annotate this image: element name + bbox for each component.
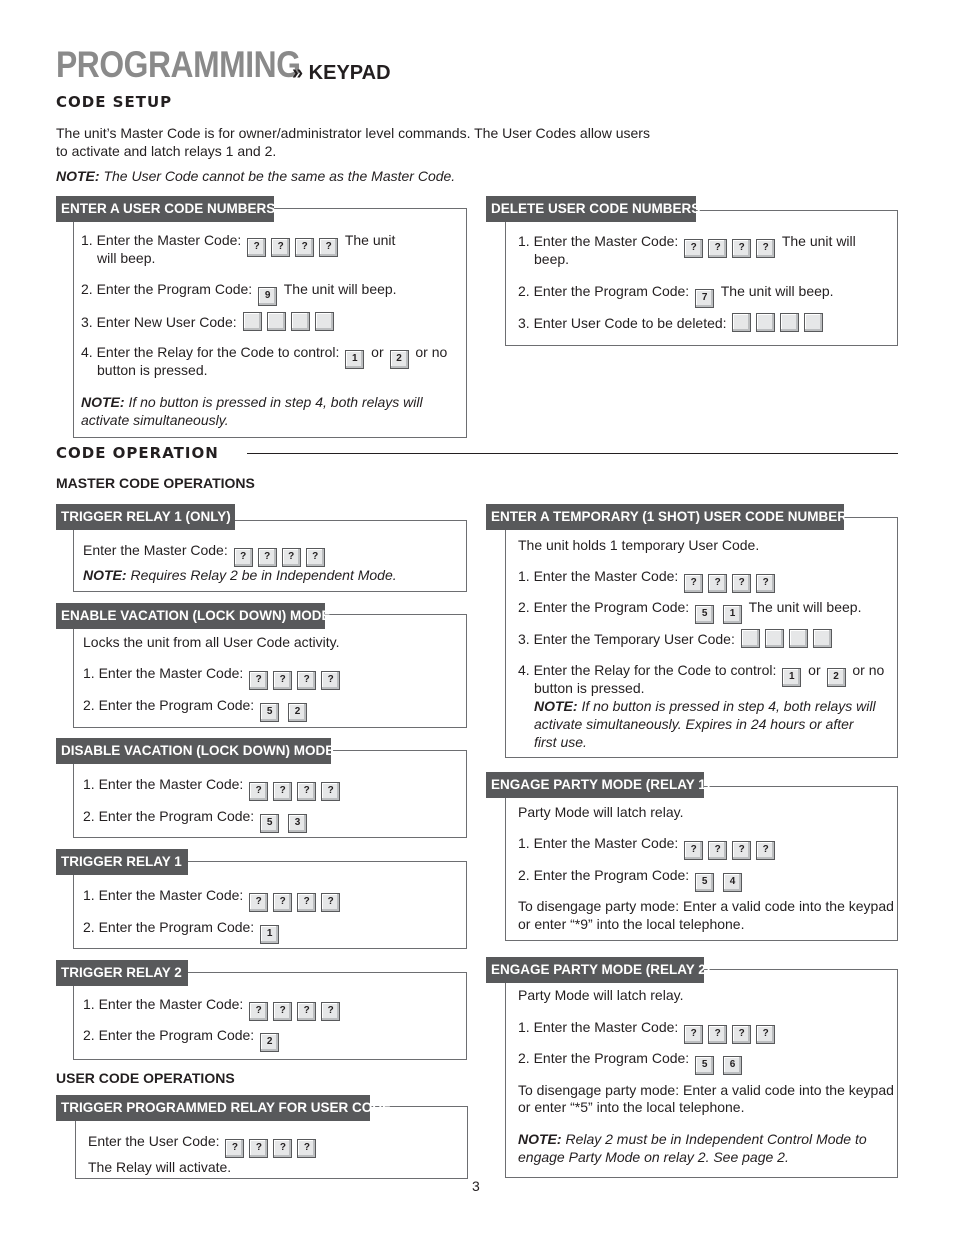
enter-user-code-tab: ENTER A USER CODE NUMBERS (56, 196, 274, 222)
trigger-relay1-tab: TRIGGER RELAY 1 (56, 849, 188, 875)
code-setup-note (56, 167, 455, 185)
trigger-relay1-step-2: 2. Enter the Program Code: 1 (83, 918, 282, 944)
master-ops-heading: MASTER CODE OPERATIONS (56, 475, 255, 491)
delete-user-step-2: 2. Enter the Program Code: 7 The unit will beep. (518, 282, 834, 308)
key-blank (813, 629, 832, 648)
key-question: ? (249, 671, 268, 690)
enable-vacation-step-2: 2. Enter the Program Code: 5 2 (83, 696, 310, 722)
key-blank (765, 629, 784, 648)
key-question: ? (249, 1002, 268, 1021)
key-question: ? (756, 1025, 775, 1044)
key-7: 7 (695, 289, 714, 308)
trigger-user-tab: TRIGGER PROGRAMMED RELAY FOR USER CODE (56, 1095, 370, 1121)
disable-vacation-step-2: 2. Enter the Program Code: 5 3 (83, 807, 310, 833)
enter-user-step-1-cont: will beep. (97, 250, 156, 266)
key-question: ? (297, 1002, 316, 1021)
party-relay2-disengage-1: To disengage party mode: Enter a valid code into the keypad (518, 1082, 894, 1098)
key-2: 2 (390, 350, 409, 369)
key-question: ? (319, 238, 338, 257)
code-setup-intro-1: The unit’s Master Code is for owner/administrator level commands. The User Codes allow users (56, 125, 650, 141)
enter-user-step-4-cont: button is pressed. (97, 362, 208, 378)
key-9: 9 (258, 287, 277, 306)
key-question: ? (249, 893, 268, 912)
key-question: ? (321, 671, 340, 690)
key-question: ? (273, 671, 292, 690)
key-question: ? (258, 548, 277, 567)
enter-user-step-3: 3. Enter New User Code: (81, 312, 337, 331)
enable-vacation-step-1: 1. Enter the Master Code: ? ? ? ? (83, 664, 343, 690)
temp-user-note-1: NOTE: If no button is pressed in step 4, both relays will (534, 698, 876, 714)
key-blank (780, 313, 799, 332)
note-text: The User Code cannot be the same as the Master Code. (99, 168, 456, 184)
trigger-user-step-1: Enter the User Code: ? ? ? ? (88, 1132, 319, 1158)
party-relay1-disengage-2: or enter “*9” into the local telephone. (518, 916, 745, 932)
page-title-sub: » KEYPAD (292, 62, 391, 84)
key-blank (789, 629, 808, 648)
key-question: ? (295, 238, 314, 257)
enable-vacation-tab: ENABLE VACATION (LOCK DOWN) MODE (56, 603, 325, 629)
key-question: ? (249, 782, 268, 801)
key-5: 5 (695, 1056, 714, 1075)
enter-user-step-4: 4. Enter the Relay for the Code to control: 1 or 2 or no (81, 343, 447, 369)
key-blank (741, 629, 760, 648)
party-relay1-disengage-1: To disengage party mode: Enter a valid code into the keypad (518, 898, 894, 914)
key-question: ? (732, 841, 751, 860)
key-question: ? (273, 893, 292, 912)
delete-user-step-1: 1. Enter the Master Code: ? ? ? ? The unit will (518, 232, 856, 258)
key-blank (267, 312, 286, 331)
party-relay2-disengage-2: or enter “*5” into the local telephone. (518, 1099, 745, 1115)
key-5: 5 (695, 873, 714, 892)
key-question: ? (732, 1025, 751, 1044)
key-question: ? (708, 1025, 727, 1044)
trigger-relay1-only-tab: TRIGGER RELAY 1 (ONLY) (56, 504, 235, 530)
disable-vacation-tab: DISABLE VACATION (LOCK DOWN) MODE (56, 738, 331, 764)
party-relay2-tab: ENGAGE PARTY MODE (RELAY 2) (486, 957, 704, 983)
temp-user-step-4: 4. Enter the Relay for the Code to control: 1 or 2 or no (518, 661, 884, 687)
party-relay2-note-1: NOTE: Relay 2 must be in Independent Control Mode to (518, 1131, 867, 1147)
user-ops-heading: USER CODE OPERATIONS (56, 1070, 235, 1086)
key-6: 6 (723, 1056, 742, 1075)
page-title-main: PROGRAMMING (56, 44, 301, 85)
key-question: ? (732, 239, 751, 258)
key-question: ? (756, 239, 775, 258)
key-question: ? (306, 548, 325, 567)
key-2: 2 (827, 668, 846, 687)
trigger-relay1-only-note: NOTE: Requires Relay 2 be in Independent Mode. (83, 567, 397, 583)
trigger-relay1-step-1: 1. Enter the Master Code: ? ? ? ? (83, 886, 343, 912)
key-blank (315, 312, 334, 331)
key-question: ? (273, 1139, 292, 1158)
trigger-relay2-tab: TRIGGER RELAY 2 (56, 960, 188, 986)
temp-user-step-2: 2. Enter the Program Code: 5 1 The unit will beep. (518, 598, 861, 624)
key-question: ? (756, 574, 775, 593)
key-question: ? (297, 671, 316, 690)
delete-user-step-3: 3. Enter User Code to be deleted: (518, 313, 826, 332)
temp-user-step-4-cont: button is pressed. (534, 680, 645, 696)
party-relay1-intro: Party Mode will latch relay. (518, 804, 684, 820)
key-question: ? (247, 238, 266, 257)
code-setup-heading: CODE SETUP (56, 93, 173, 111)
key-question: ? (684, 239, 703, 258)
temp-user-note-2: activate simultaneously. Expires in 24 hours or after (534, 716, 854, 732)
key-2: 2 (260, 1033, 279, 1052)
key-1: 1 (260, 925, 279, 944)
key-question: ? (684, 1025, 703, 1044)
key-1: 1 (782, 668, 801, 687)
page-title (56, 44, 391, 86)
key-question: ? (321, 1002, 340, 1021)
key-question: ? (732, 574, 751, 593)
key-question: ? (708, 239, 727, 258)
key-question: ? (708, 574, 727, 593)
key-5: 5 (695, 605, 714, 624)
key-blank (756, 313, 775, 332)
key-4: 4 (723, 873, 742, 892)
key-question: ? (225, 1139, 244, 1158)
key-question: ? (234, 548, 253, 567)
key-1: 1 (345, 350, 364, 369)
temp-user-note-3: first use. (534, 734, 587, 750)
party-relay1-step-1: 1. Enter the Master Code: ? ? ? ? (518, 834, 778, 860)
temp-user-tab: ENTER A TEMPORARY (1 SHOT) USER CODE NUMBER (486, 504, 844, 530)
key-question: ? (684, 574, 703, 593)
note-label: NOTE: (56, 168, 100, 184)
key-5: 5 (260, 703, 279, 722)
party-relay2-step-2: 2. Enter the Program Code: 5 6 (518, 1049, 745, 1075)
enter-user-step-1: 1. Enter the Master Code: ? ? ? ? The unit (81, 231, 395, 257)
trigger-user-step-2: The Relay will activate. (88, 1159, 232, 1175)
code-operation-heading: CODE OPERATION (56, 444, 219, 462)
party-relay2-step-1: 1. Enter the Master Code: ? ? ? ? (518, 1018, 778, 1044)
key-question: ? (708, 841, 727, 860)
key-blank (804, 313, 823, 332)
key-question: ? (249, 1139, 268, 1158)
enter-user-step-2: 2. Enter the Program Code: 9 The unit will beep. (81, 280, 397, 306)
key-question: ? (297, 782, 316, 801)
key-question: ? (684, 841, 703, 860)
party-relay1-step-2: 2. Enter the Program Code: 5 4 (518, 866, 745, 892)
temp-user-step-3: 3. Enter the Temporary User Code: (518, 629, 835, 648)
key-question: ? (282, 548, 301, 567)
enter-user-note-2: activate simultaneously. (81, 412, 229, 428)
key-1: 1 (723, 605, 742, 624)
enable-vacation-intro: Locks the unit from all User Code activity. (83, 634, 340, 650)
key-question: ? (756, 841, 775, 860)
party-relay1-tab: ENGAGE PARTY MODE (RELAY 1) (486, 772, 704, 798)
key-question: ? (297, 893, 316, 912)
key-2: 2 (288, 703, 307, 722)
code-setup-intro-2: to activate and latch relays 1 and 2. (56, 143, 277, 159)
trigger-relay2-step-2: 2. Enter the Program Code: 2 (83, 1026, 282, 1052)
disable-vacation-step-1: 1. Enter the Master Code: ? ? ? ? (83, 775, 343, 801)
key-question: ? (297, 1139, 316, 1158)
trigger-relay1-only-step: Enter the Master Code: ? ? ? ? (83, 541, 328, 567)
key-5: 5 (260, 814, 279, 833)
key-3: 3 (288, 814, 307, 833)
key-blank (732, 313, 751, 332)
trigger-relay2-step-1: 1. Enter the Master Code: ? ? ? ? (83, 995, 343, 1021)
enter-user-note-1: NOTE: If no button is pressed in step 4, both relays will (81, 394, 423, 410)
key-blank (291, 312, 310, 331)
key-question: ? (321, 782, 340, 801)
delete-user-code-tab: DELETE USER CODE NUMBERS (486, 196, 696, 222)
temp-user-intro: The unit holds 1 temporary User Code. (518, 537, 760, 553)
temp-user-step-1: 1. Enter the Master Code: ? ? ? ? (518, 567, 778, 593)
key-question: ? (273, 782, 292, 801)
delete-user-step-1-cont: beep. (534, 251, 570, 267)
page-number: 3 (472, 1178, 480, 1194)
key-blank (243, 312, 262, 331)
key-question: ? (271, 238, 290, 257)
party-relay2-intro: Party Mode will latch relay. (518, 987, 684, 1003)
party-relay2-note-2: engage Party Mode on relay 2. See page 2. (518, 1149, 789, 1165)
key-question: ? (321, 893, 340, 912)
key-question: ? (273, 1002, 292, 1021)
section-divider (247, 453, 898, 454)
